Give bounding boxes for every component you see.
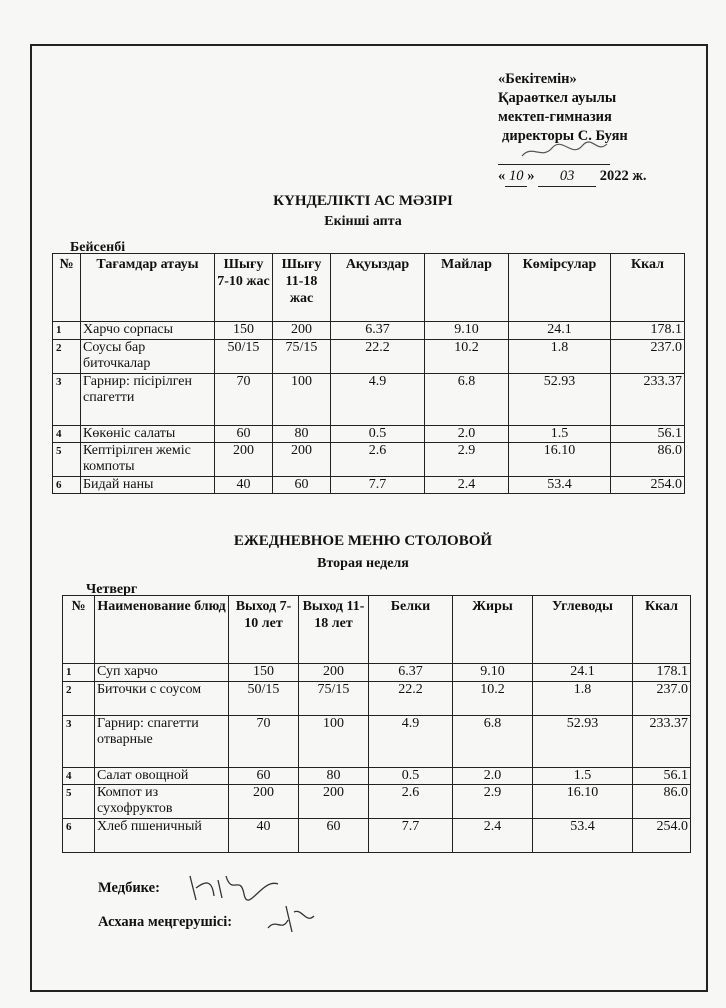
portion-7-10: 70	[229, 716, 299, 768]
row-number: 5	[53, 443, 81, 477]
portion-11-18: 200	[299, 785, 369, 819]
protein-value: 4.9	[369, 716, 453, 768]
kz-header-carbs: Көмірсулар	[509, 254, 611, 322]
fat-value: 2.9	[453, 785, 533, 819]
portion-7-10: 70	[215, 374, 273, 426]
portion-7-10: 200	[215, 443, 273, 477]
kz-header-fat: Майлар	[425, 254, 509, 322]
dish-name: Соусы бар биточкалар	[81, 340, 215, 374]
kz-header-dish: Тағамдар атауы	[81, 254, 215, 322]
carbs-value: 52.93	[509, 374, 611, 426]
protein-value: 2.6	[331, 443, 425, 477]
ru-table-row	[63, 785, 691, 819]
kz-title: КҮНДЕЛІКТІ АС МӘЗІРІ	[273, 193, 453, 209]
ru-header-row	[63, 596, 691, 664]
portion-7-10: 40	[215, 477, 273, 494]
canteen-head-signature-icon	[262, 898, 322, 938]
kz-day-label: Бейсенбі	[70, 240, 126, 255]
fat-value: 10.2	[425, 340, 509, 374]
portion-7-10: 50/15	[215, 340, 273, 374]
protein-value: 4.9	[331, 374, 425, 426]
carbs-value: 16.10	[533, 785, 633, 819]
kz-header-protein: Ақуыздар	[331, 254, 425, 322]
dish-name: Биточки с соусом	[95, 682, 229, 716]
carbs-value: 1.5	[509, 426, 611, 443]
portion-7-10: 150	[215, 322, 273, 340]
ru-title: ЕЖЕДНЕВНОЕ МЕНЮ СТОЛОВОЙ	[233, 533, 493, 549]
date-quote-close: »	[527, 168, 535, 184]
date-year: 2022 ж.	[599, 168, 647, 184]
dish-name: Гарнир: пісірілген спагетти	[81, 374, 215, 426]
portion-11-18: 60	[273, 477, 331, 494]
ru-table-row	[63, 682, 691, 716]
protein-value: 22.2	[369, 682, 453, 716]
ru-header-protein: Белки	[369, 596, 453, 664]
portion-11-18: 80	[299, 768, 369, 785]
portion-11-18: 60	[299, 819, 369, 853]
dish-name: Компот из сухофруктов	[95, 785, 229, 819]
dish-name: Көкөніс салаты	[81, 426, 215, 443]
kcal-value: 254.0	[633, 819, 691, 853]
ru-table-row	[63, 819, 691, 853]
protein-value: 7.7	[369, 819, 453, 853]
fat-value: 9.10	[425, 322, 509, 340]
row-number: 1	[63, 664, 95, 682]
portion-11-18: 200	[299, 664, 369, 682]
row-number: 3	[53, 374, 81, 426]
carbs-value: 24.1	[533, 664, 633, 682]
dish-name: Гарнир: спагетти отварные	[95, 716, 229, 768]
portion-7-10: 200	[229, 785, 299, 819]
carbs-value: 1.8	[533, 682, 633, 716]
kcal-value: 254.0	[611, 477, 685, 494]
portion-7-10: 50/15	[229, 682, 299, 716]
ru-header-carbs: Углеводы	[533, 596, 633, 664]
portion-11-18: 80	[273, 426, 331, 443]
ru-header-dish: Наименование блюд	[95, 596, 229, 664]
kz-header-number: №	[53, 254, 81, 322]
approval-date	[498, 167, 647, 187]
protein-value: 6.37	[331, 322, 425, 340]
row-number: 3	[63, 716, 95, 768]
row-number: 5	[63, 785, 95, 819]
kz-header-portion-11-18: Шығу 11-18 жас	[273, 254, 331, 322]
row-number: 2	[53, 340, 81, 374]
date-month: 03	[538, 167, 596, 187]
portion-7-10: 60	[229, 768, 299, 785]
portion-7-10: 60	[215, 426, 273, 443]
kcal-value: 237.0	[633, 682, 691, 716]
kcal-value: 233.37	[611, 374, 685, 426]
ru-header-kcal: Ккал	[633, 596, 691, 664]
protein-value: 6.37	[369, 664, 453, 682]
dish-name: Салат овощной	[95, 768, 229, 785]
carbs-value: 16.10	[509, 443, 611, 477]
carbs-value: 24.1	[509, 322, 611, 340]
fat-value: 9.10	[453, 664, 533, 682]
portion-7-10: 40	[229, 819, 299, 853]
medic-label: Медбике:	[98, 880, 160, 896]
row-number: 6	[53, 477, 81, 494]
kz-table-row	[53, 340, 685, 374]
approval-line-2: Қараөткел ауылы	[498, 90, 617, 106]
row-number: 4	[63, 768, 95, 785]
protein-value: 0.5	[331, 426, 425, 443]
director-signature	[498, 148, 610, 165]
date-day: 10	[505, 167, 527, 187]
ru-header-number: №	[63, 596, 95, 664]
approval-block	[498, 70, 647, 187]
ru-table-row	[63, 716, 691, 768]
ru-menu-table	[62, 595, 691, 853]
dish-name: Харчо сорпасы	[81, 322, 215, 340]
protein-value: 2.6	[369, 785, 453, 819]
kz-header-kcal: Ккал	[611, 254, 685, 322]
fat-value: 2.4	[453, 819, 533, 853]
ru-header-fat: Жиры	[453, 596, 533, 664]
row-number: 4	[53, 426, 81, 443]
approval-signature-line	[498, 146, 647, 165]
dish-name: Суп харчо	[95, 664, 229, 682]
kcal-value: 178.1	[611, 322, 685, 340]
ru-header-portion-7-10: Выход 7-10 лет	[229, 596, 299, 664]
kcal-value: 86.0	[633, 785, 691, 819]
fat-value: 2.0	[453, 768, 533, 785]
kz-header-portion-7-10: Шығу 7-10 жас	[215, 254, 273, 322]
kz-table-row	[53, 443, 685, 477]
dish-name: Хлеб пшеничный	[95, 819, 229, 853]
protein-value: 0.5	[369, 768, 453, 785]
canteen-head-label: Асхана меңгерушісі:	[98, 914, 233, 930]
carbs-value: 1.8	[509, 340, 611, 374]
portion-11-18: 200	[273, 322, 331, 340]
portion-11-18: 100	[299, 716, 369, 768]
ru-day-label: Четверг	[86, 582, 138, 597]
dish-name: Кептірілген жеміс компоты	[81, 443, 215, 477]
ru-header-portion-11-18: Выход 11-18 лет	[299, 596, 369, 664]
signature-scribble-icon	[512, 140, 624, 162]
ru-table-row	[63, 768, 691, 785]
fat-value: 10.2	[453, 682, 533, 716]
kz-menu-table	[52, 253, 685, 494]
kz-subtitle: Екінші апта	[324, 214, 402, 229]
portion-11-18: 75/15	[299, 682, 369, 716]
kz-header-row	[53, 254, 685, 322]
ru-subtitle: Вторая неделя	[317, 556, 409, 571]
approval-line-3: мектеп-гимназия	[498, 109, 612, 125]
kcal-value: 233.37	[633, 716, 691, 768]
carbs-value: 52.93	[533, 716, 633, 768]
row-number: 1	[53, 322, 81, 340]
kz-table-row	[53, 374, 685, 426]
fat-value: 6.8	[425, 374, 509, 426]
kcal-value: 56.1	[611, 426, 685, 443]
portion-11-18: 75/15	[273, 340, 331, 374]
approval-line-4: директоры С. Буян	[502, 128, 628, 144]
protein-value: 22.2	[331, 340, 425, 374]
carbs-value: 53.4	[509, 477, 611, 494]
kcal-value: 178.1	[633, 664, 691, 682]
protein-value: 7.7	[331, 477, 425, 494]
date-quote-open: «	[498, 168, 506, 184]
dish-name: Бидай наны	[81, 477, 215, 494]
portion-11-18: 200	[273, 443, 331, 477]
kz-table-row	[53, 477, 685, 494]
portion-11-18: 100	[273, 374, 331, 426]
row-number: 2	[63, 682, 95, 716]
fat-value: 2.9	[425, 443, 509, 477]
carbs-value: 53.4	[533, 819, 633, 853]
carbs-value: 1.5	[533, 768, 633, 785]
kcal-value: 237.0	[611, 340, 685, 374]
fat-value: 6.8	[453, 716, 533, 768]
fat-value: 2.0	[425, 426, 509, 443]
row-number: 6	[63, 819, 95, 853]
portion-7-10: 150	[229, 664, 299, 682]
kcal-value: 56.1	[633, 768, 691, 785]
fat-value: 2.4	[425, 477, 509, 494]
kz-table-row	[53, 426, 685, 443]
ru-table-row	[63, 664, 691, 682]
kz-table-row	[53, 322, 685, 340]
kcal-value: 86.0	[611, 443, 685, 477]
approval-line-1: «Бекітемін»	[498, 71, 577, 87]
